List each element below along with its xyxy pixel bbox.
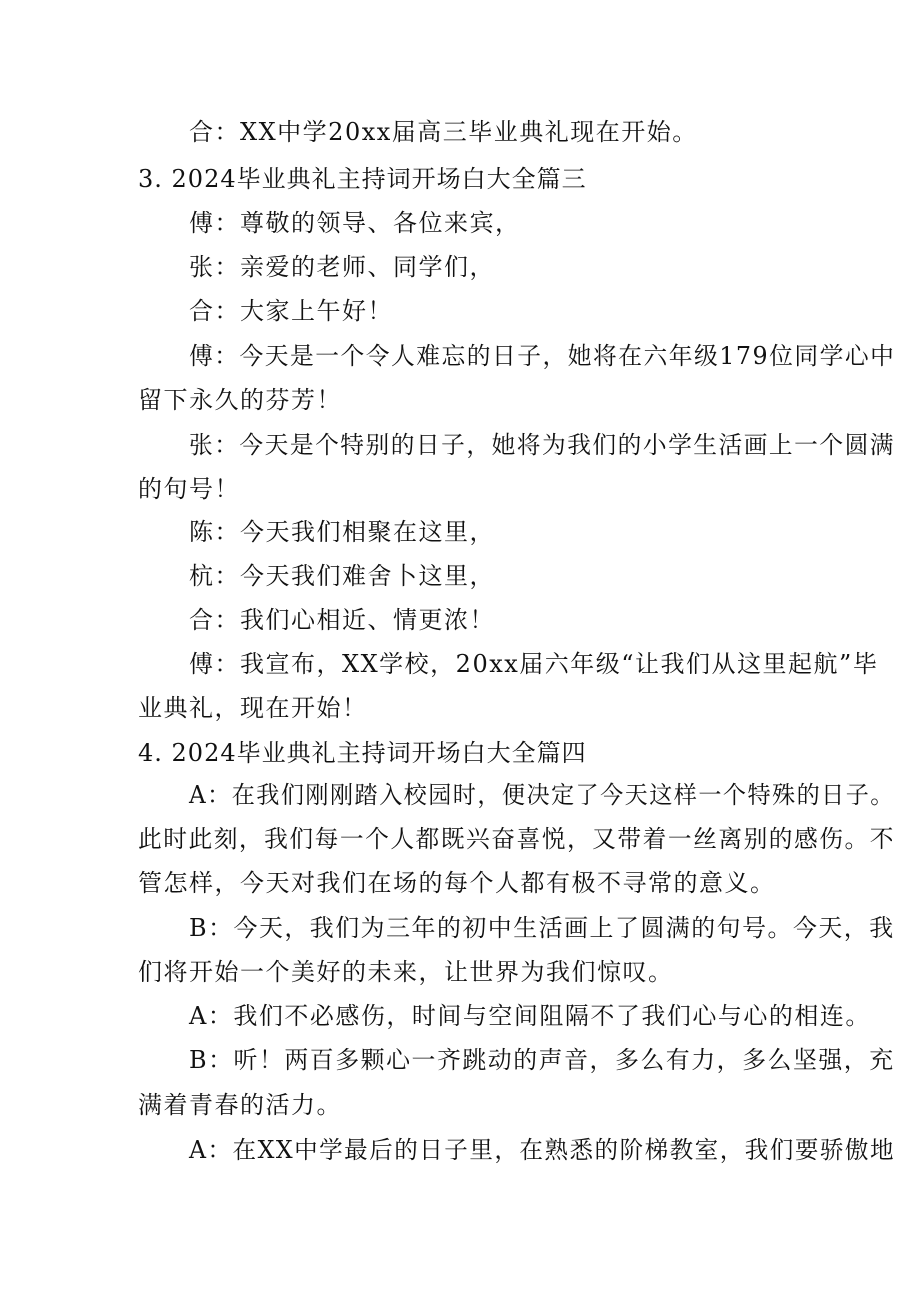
paragraph-line: 此时此刻，我们每一个人都既兴奋喜悦，又带着一丝离别的感伤。不 xyxy=(138,825,895,853)
section-heading: 4. 2024毕业典礼主持词开场白大全篇四 xyxy=(138,739,587,767)
paragraph-line: A：我们不必感伤，时间与空间阻隔不了我们心与心的相连。 xyxy=(189,1002,871,1030)
paragraph-line: 陈：今天我们相聚在这里， xyxy=(189,518,495,546)
paragraph-line: 管怎样，今天对我们在场的每个人都有极不寻常的意义。 xyxy=(138,869,776,897)
paragraph-line: 杭：今天我们难舍卜这里， xyxy=(189,562,495,590)
paragraph-line: 合：我们心相近、情更浓！ xyxy=(189,606,495,634)
paragraph-line: B：今天，我们为三年的初中生活画上了圆满的句号。今天，我 xyxy=(189,914,895,942)
paragraph-line: 傅：尊敬的领导、各位来宾， xyxy=(189,209,521,237)
paragraph-line: 的句号！ xyxy=(138,475,240,503)
paragraph-line: 张：亲爱的老师、同学们， xyxy=(189,253,495,281)
paragraph-line: A：在XX中学最后的日子里，在熟悉的阶梯教室，我们要骄傲地 xyxy=(189,1136,896,1164)
paragraph-line: 合：大家上午好！ xyxy=(189,297,393,325)
paragraph-line: 傅：我宣布，XX学校，20xx届六年级“让我们从这里起航”毕 xyxy=(189,650,879,678)
paragraph-line: 满着青春的活力。 xyxy=(138,1091,342,1119)
paragraph-line: 合：XX中学20xx届高三毕业典礼现在开始。 xyxy=(189,118,698,146)
paragraph-line: 业典礼，现在开始！ xyxy=(138,694,368,722)
paragraph-line: B：听！两百多颗心一齐跳动的声音，多么有力，多么坚强，充 xyxy=(189,1046,895,1074)
paragraph-line: A：在我们刚刚踏入校园时，便决定了今天这样一个特殊的日子。 xyxy=(189,781,895,809)
paragraph-line: 留下永久的芬芳！ xyxy=(138,386,342,414)
paragraph-line: 张：今天是个特别的日子，她将为我们的小学生活画上一个圆满 xyxy=(189,431,896,459)
paragraph-line: 们将开始一个美好的未来，让世界为我们惊叹。 xyxy=(138,958,674,986)
paragraph-line: 傅：今天是一个令人难忘的日子，她将在六年级179位同学心中 xyxy=(189,342,896,370)
section-heading: 3. 2024毕业典礼主持词开场白大全篇三 xyxy=(138,165,587,193)
